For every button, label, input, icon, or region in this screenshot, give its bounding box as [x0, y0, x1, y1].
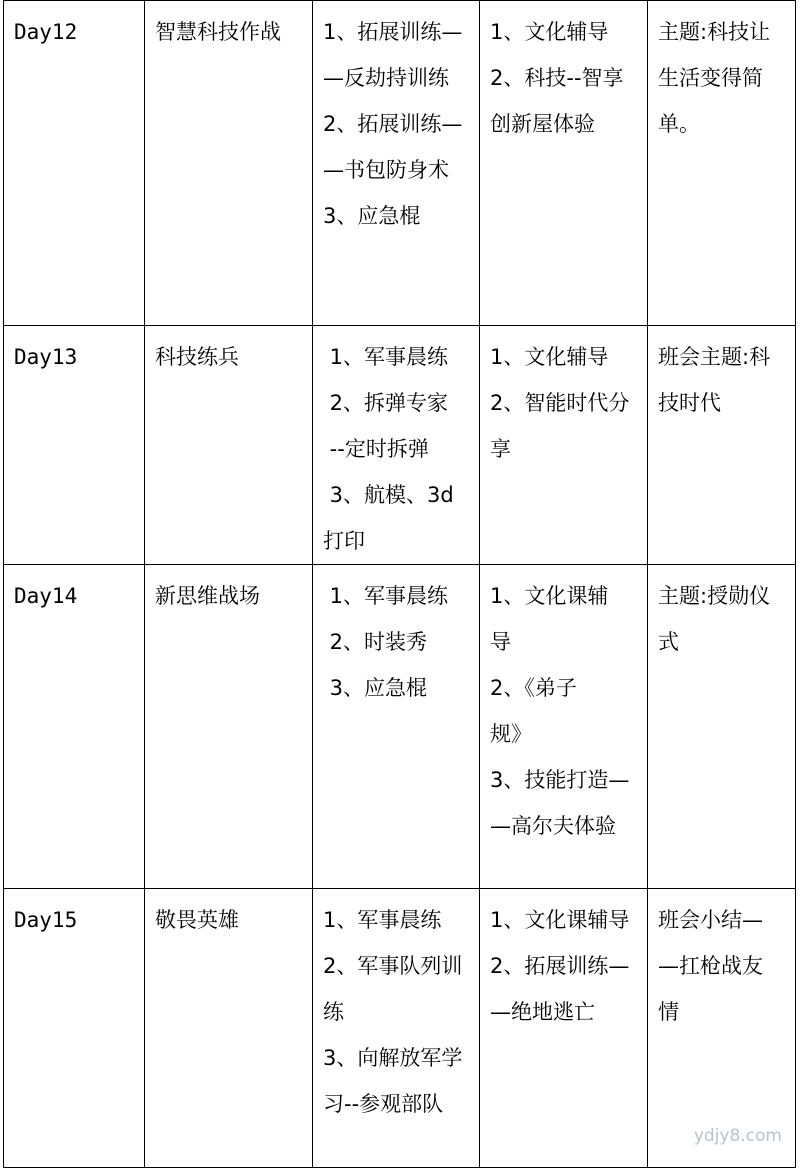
cell-line: 生活变得简: [658, 66, 763, 90]
cell-line: —绝地逃亡: [490, 1000, 595, 1024]
cell-line: 享: [490, 437, 511, 461]
cell-line: 习--参观部队: [323, 1092, 444, 1116]
theme-cell: [145, 1, 313, 326]
cell-line: 1、军事晨练: [323, 908, 442, 932]
activities-cell: [313, 326, 480, 565]
meeting-cell: [648, 1, 796, 326]
cell-line: 导: [490, 630, 511, 654]
cell-line: —扛枪战友: [658, 954, 763, 978]
day-label: Day14: [14, 584, 78, 608]
cell-line: 2、智能时代分: [490, 391, 630, 415]
cell-line: 主题:科技让: [658, 20, 771, 44]
cell-line: 单。: [658, 112, 700, 136]
cell-line: 技时代: [658, 391, 721, 415]
cell-line: 3、技能打造—: [490, 768, 630, 792]
cell-line: 规》: [490, 722, 532, 746]
cell-line: --定时拆弹: [323, 437, 429, 461]
activities-cell: [313, 1, 480, 326]
schedule-row: [4, 889, 796, 1168]
theme-label: 智慧科技作战: [155, 20, 281, 44]
course-cell: [480, 889, 648, 1168]
cell-line: 班会主题:科: [658, 345, 771, 369]
activities-cell: [313, 889, 480, 1168]
cell-line: 3、航模、3d: [323, 483, 454, 507]
day-label: Day13: [14, 345, 78, 369]
theme-label: 敬畏英雄: [155, 908, 239, 932]
cell-line: 1、军事晨练: [323, 584, 449, 608]
watermark: ydjy8.com: [693, 1126, 782, 1146]
cell-line: —高尔夫体验: [490, 814, 616, 838]
schedule-row: [4, 565, 796, 889]
cell-line: 情: [658, 1000, 679, 1024]
schedule-row: [4, 326, 796, 565]
day-cell: [4, 565, 145, 889]
cell-line: 2、军事队列训: [323, 954, 463, 978]
theme-label: 科技练兵: [155, 345, 239, 369]
day-label: Day12: [14, 20, 78, 44]
activities-cell: [313, 565, 480, 889]
theme-label: 新思维战场: [155, 584, 260, 608]
theme-cell: [145, 889, 313, 1168]
day-cell: [4, 889, 145, 1168]
cell-line: 3、应急棍: [323, 676, 428, 700]
cell-line: 1、军事晨练: [323, 345, 449, 369]
course-cell: [480, 326, 648, 565]
schedule-row: [4, 1, 796, 326]
cell-line: 2、拓展训练—: [490, 954, 630, 978]
cell-line: 1、拓展训练—: [323, 20, 463, 44]
cell-line: —书包防身术: [323, 158, 449, 182]
cell-line: 2、时装秀: [323, 630, 428, 654]
cell-line: 3、应急棍: [323, 204, 421, 228]
cell-line: 1、文化辅导: [490, 20, 609, 44]
meeting-cell: [648, 326, 796, 565]
meeting-cell: [648, 565, 796, 889]
cell-line: 班会小结—: [658, 908, 763, 932]
cell-line: 练: [323, 1000, 344, 1024]
cell-line: 2、拆弹专家: [323, 391, 449, 415]
cell-line: 创新屋体验: [490, 112, 595, 136]
cell-line: 主题:授勋仪: [658, 584, 771, 608]
day-cell: [4, 1, 145, 326]
day-cell: [4, 326, 145, 565]
theme-cell: [145, 326, 313, 565]
theme-cell: [145, 565, 313, 889]
day-label: Day15: [14, 908, 78, 932]
cell-line: 3、向解放军学: [323, 1046, 463, 1070]
cell-line: 1、文化辅导: [490, 345, 609, 369]
cell-line: 1、文化课辅导: [490, 908, 630, 932]
cell-line: 2、拓展训练—: [323, 112, 463, 136]
cell-line: 2、《弟子: [490, 676, 577, 700]
cell-line: —反劫持训练: [323, 66, 449, 90]
cell-line: 式: [658, 630, 679, 654]
cell-line: 2、科技--智享: [490, 66, 624, 90]
cell-line: 1、文化课辅: [490, 584, 609, 608]
cell-line: 打印: [323, 529, 365, 553]
schedule-body: [4, 1, 796, 1168]
course-cell: [480, 1, 648, 326]
course-cell: [480, 565, 648, 889]
schedule-table: [3, 0, 796, 1168]
